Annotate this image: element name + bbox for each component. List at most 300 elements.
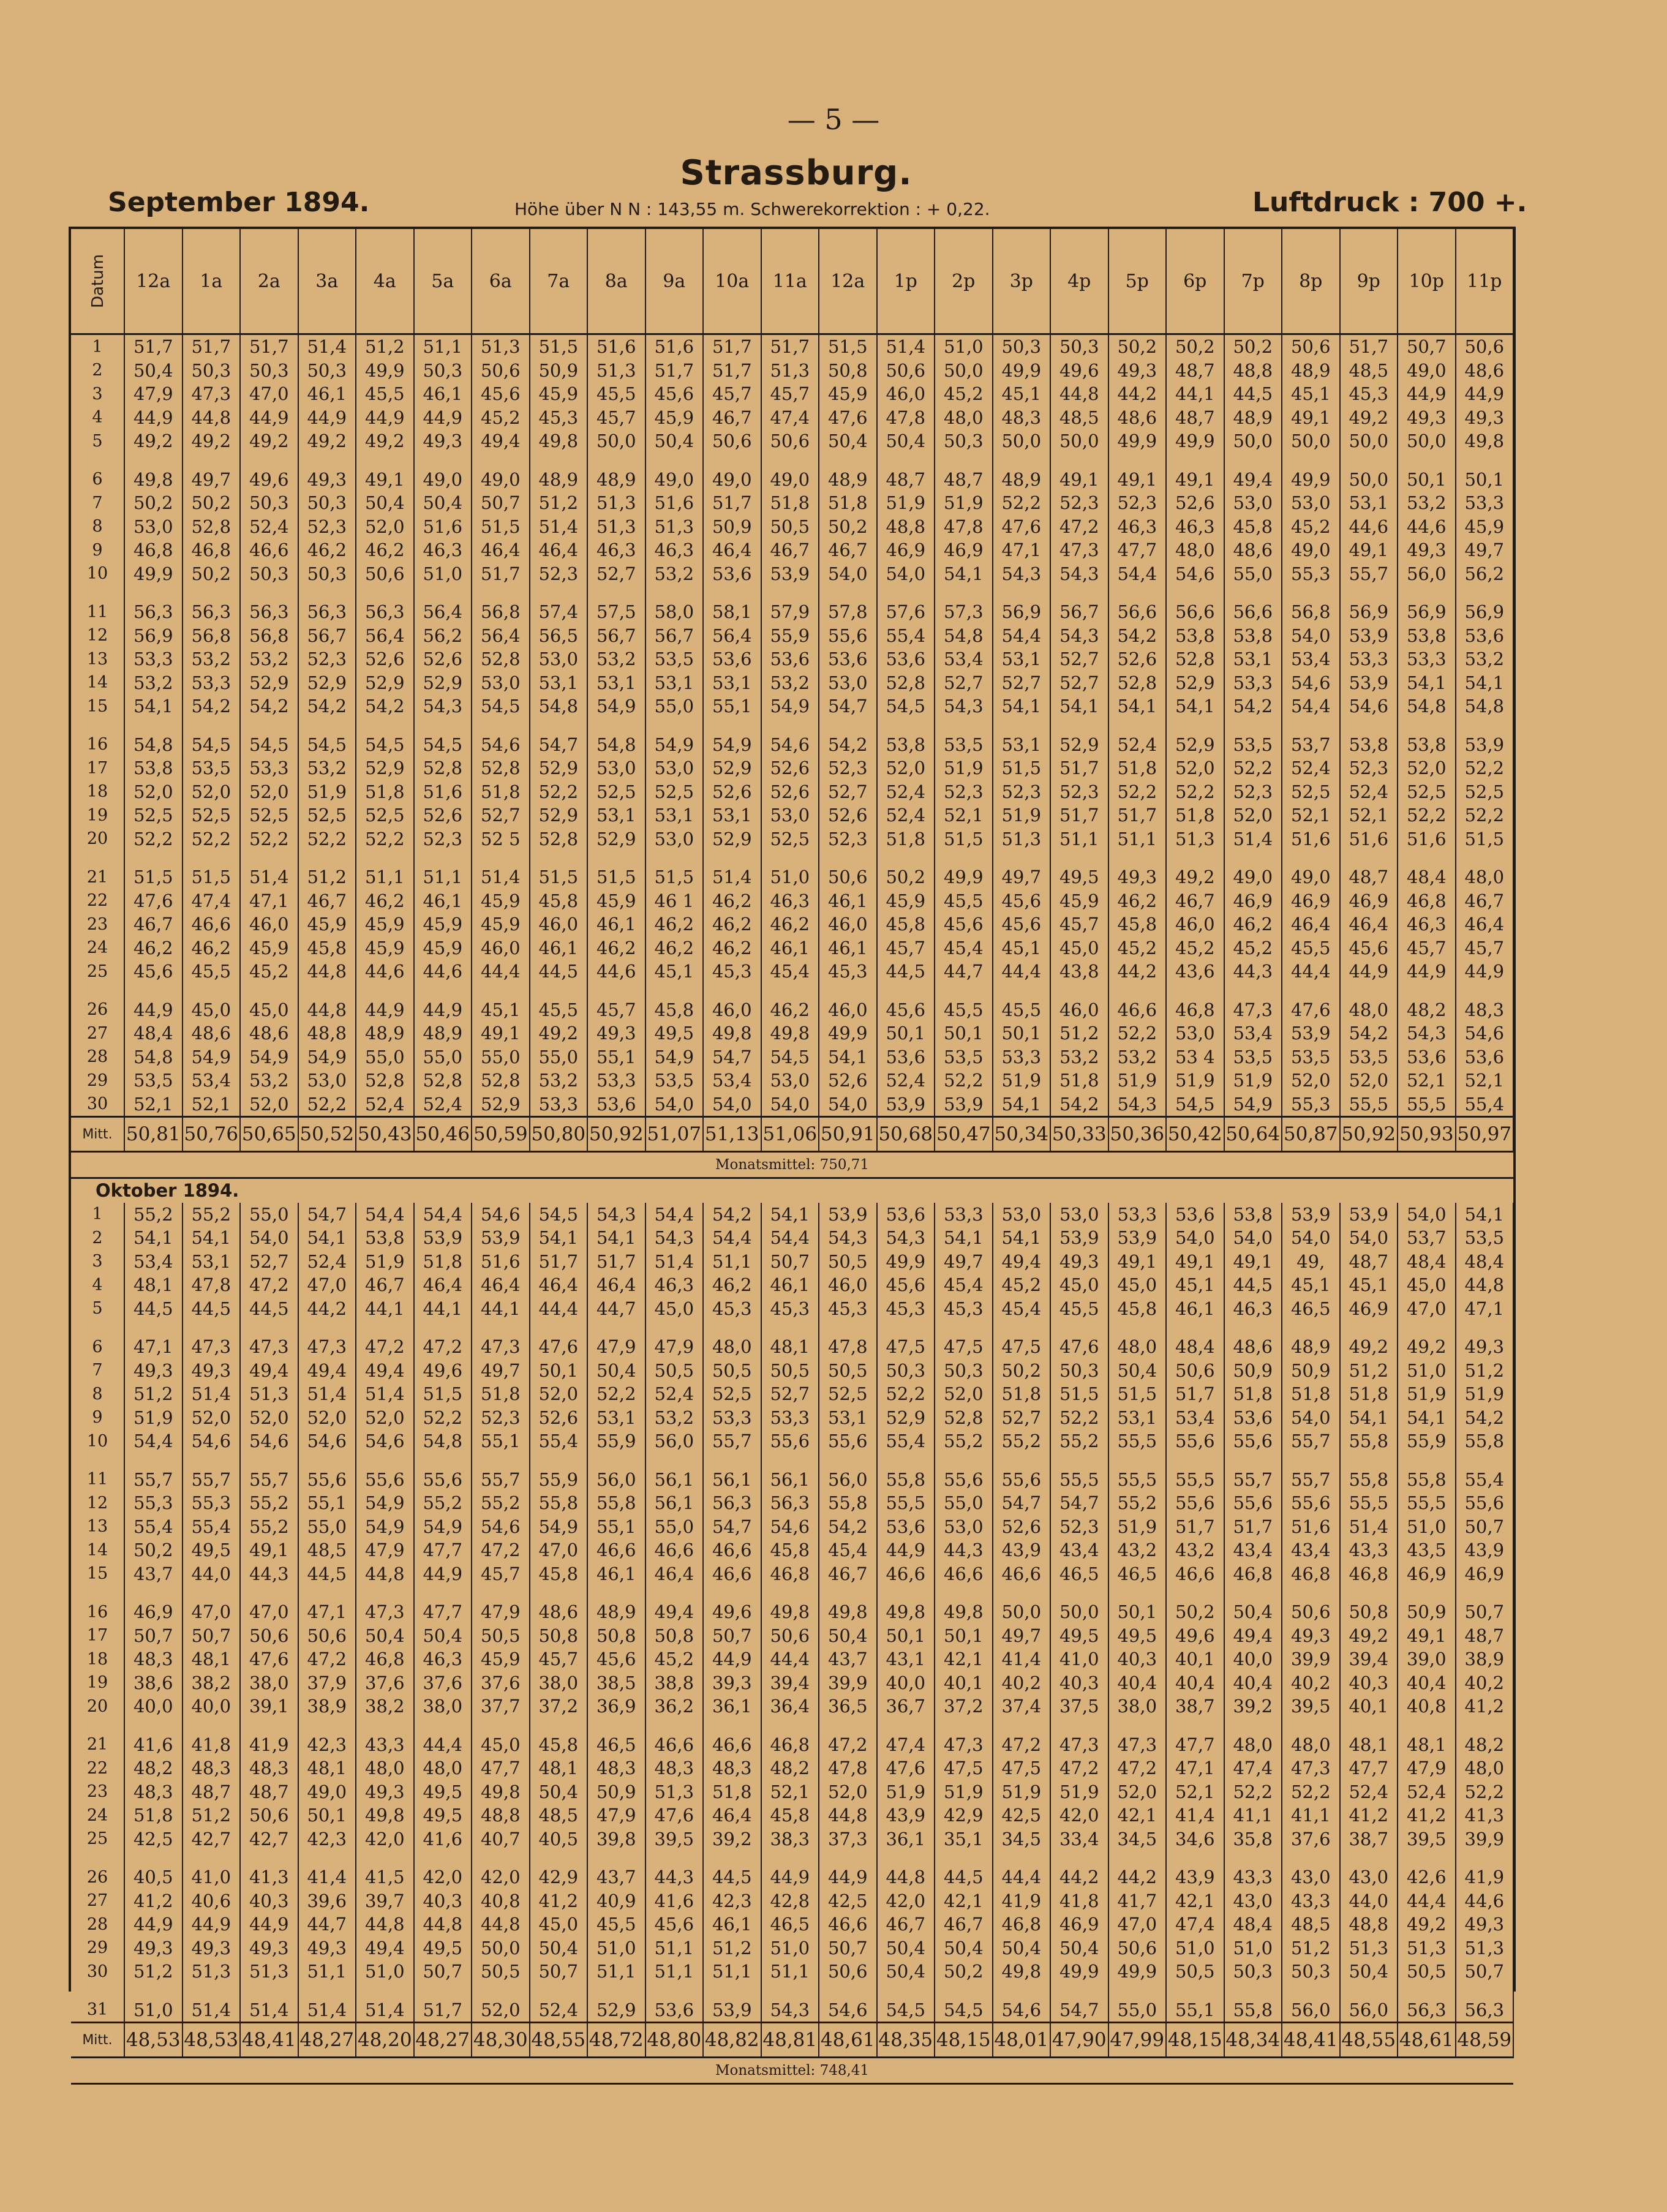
pressure-value: 54,2 — [819, 1515, 877, 1539]
day-number: 4 — [71, 1273, 124, 1297]
table-row — [71, 1045, 1513, 1069]
pressure-value: 52,9 — [703, 756, 761, 780]
gap-cell — [761, 585, 819, 600]
pressure-value: 38,0 — [240, 1671, 298, 1695]
pressure-value: 44,1 — [1166, 382, 1224, 406]
pressure-value: 38,9 — [298, 1695, 356, 1718]
gap-cell — [877, 1851, 935, 1865]
pressure-value: 48,0 — [1166, 538, 1224, 562]
pressure-value: 45,0 — [1108, 1273, 1167, 1297]
gap-cell — [472, 1851, 530, 1865]
table-row — [71, 1069, 1513, 1093]
pressure-value: 50,4 — [1050, 1936, 1108, 1960]
pressure-value: 54,5 — [877, 694, 935, 718]
gap-cell — [819, 1851, 877, 1865]
pressure-value: 46,3 — [1224, 1297, 1282, 1321]
pressure-value: 42,1 — [935, 1889, 993, 1913]
pressure-value: 52,3 — [1050, 1515, 1108, 1539]
pressure-value: 47,9 — [1398, 1756, 1456, 1780]
pressure-value: 39,5 — [645, 1827, 704, 1851]
pressure-value: 50,4 — [414, 1624, 472, 1648]
gap-cell — [298, 851, 356, 865]
pressure-value: 51,0 — [1398, 1515, 1456, 1539]
table-row — [71, 1538, 1513, 1562]
pressure-value: 50,7 — [761, 1250, 819, 1274]
pressure-value: 55,3 — [183, 1491, 241, 1515]
gap-cell — [1108, 1320, 1167, 1335]
pressure-value: 41,3 — [240, 1865, 298, 1889]
pressure-value: 51,7 — [240, 334, 298, 359]
pressure-value: 46,0 — [530, 912, 588, 936]
pressure-value: 39,1 — [240, 1695, 298, 1718]
pressure-value: 49,9 — [1108, 429, 1167, 453]
table-row — [71, 1865, 1513, 1889]
pressure-value: 53,2 — [1108, 1045, 1167, 1069]
pressure-value: 47,3 — [472, 1335, 530, 1359]
hourly-mean: 50,43 — [356, 1117, 414, 1152]
pressure-value: 46,1 — [587, 1562, 645, 1586]
gap-cell — [1340, 1851, 1398, 1865]
pressure-value: 49,4 — [645, 1600, 704, 1624]
pressure-value: 53,2 — [1050, 1045, 1108, 1069]
gap-cell — [877, 851, 935, 865]
pressure-value: 39,5 — [1398, 1827, 1456, 1851]
pressure-value: 57,6 — [877, 600, 935, 624]
pressure-value: 50,8 — [530, 1624, 588, 1648]
pressure-value: 48,9 — [530, 468, 588, 492]
pressure-value: 46,6 — [819, 1913, 877, 1936]
pressure-value: 54,0 — [1282, 1226, 1340, 1250]
pressure-value: 47,2 — [819, 1733, 877, 1757]
pressure-value: 54,6 — [993, 1998, 1051, 2023]
pressure-value: 49,9 — [1282, 468, 1340, 492]
table-row — [71, 1913, 1513, 1936]
pressure-value: 50,3 — [1050, 1359, 1108, 1383]
gap-cell — [1456, 1984, 1514, 1998]
pressure-value: 53,9 — [1340, 1203, 1398, 1227]
pressure-value: 45,7 — [1456, 936, 1514, 960]
pressure-value: 53,3 — [993, 1045, 1051, 1069]
pressure-value: 56,6 — [1224, 600, 1282, 624]
pressure-value: 48,2 — [1398, 998, 1456, 1022]
hourly-mean: 50,91 — [819, 1117, 877, 1152]
pressure-value: 42,3 — [703, 1889, 761, 1913]
pressure-value: 54,6 — [356, 1429, 414, 1453]
hour-header: 5a — [414, 229, 472, 334]
pressure-value: 35,1 — [935, 1827, 993, 1851]
pressure-value: 52,8 — [414, 1069, 472, 1093]
hourly-mean: 47,90 — [1050, 2023, 1108, 2058]
pressure-value: 46,1 — [819, 936, 877, 960]
gap-cell — [356, 718, 414, 733]
pressure-value: 56,3 — [761, 1491, 819, 1515]
pressure-value: 49,3 — [1398, 538, 1456, 562]
pressure-value: 44,9 — [124, 998, 183, 1022]
pressure-value: 47,9 — [124, 382, 183, 406]
pressure-value: 54,1 — [1456, 671, 1514, 695]
pressure-value: 56,3 — [298, 600, 356, 624]
pressure-value: 55,1 — [298, 1491, 356, 1515]
pressure-value: 48,0 — [1224, 1733, 1282, 1757]
pressure-value: 51,9 — [1398, 1382, 1456, 1406]
pressure-value: 52,9 — [1166, 733, 1224, 757]
gap-cell — [298, 585, 356, 600]
pressure-value: 52,7 — [1050, 671, 1108, 695]
pressure-value: 48,4 — [1398, 1250, 1456, 1274]
pressure-value: 47,4 — [1224, 1756, 1282, 1780]
pressure-value: 54,3 — [993, 562, 1051, 586]
pressure-value: 47,2 — [1050, 1756, 1108, 1780]
gap-cell — [645, 453, 704, 468]
pressure-value: 53,8 — [1398, 733, 1456, 757]
table-row — [71, 1382, 1513, 1406]
pressure-value: 53,5 — [935, 1045, 993, 1069]
pressure-value: 54,5 — [240, 733, 298, 757]
pressure-value: 45,7 — [703, 382, 761, 406]
pressure-value: 43,5 — [1398, 1538, 1456, 1562]
table-row — [71, 1936, 1513, 1960]
pressure-value: 41,6 — [124, 1733, 183, 1757]
day-number: 28 — [71, 1045, 124, 1069]
pressure-value: 55,5 — [1108, 1468, 1167, 1492]
pressure-value: 42,0 — [356, 1827, 414, 1851]
pressure-value: 51,0 — [587, 1936, 645, 1960]
pressure-value: 45,2 — [993, 1273, 1051, 1297]
pressure-value: 45,3 — [1340, 382, 1398, 406]
gap-cell — [414, 585, 472, 600]
pressure-value: 46,2 — [703, 912, 761, 936]
pressure-value: 40,4 — [1108, 1671, 1167, 1695]
pressure-value: 49,8 — [530, 429, 588, 453]
pressure-value: 46,7 — [819, 1562, 877, 1586]
pressure-value: 45,8 — [877, 912, 935, 936]
pressure-value: 51,3 — [587, 491, 645, 515]
pressure-value: 53,8 — [124, 756, 183, 780]
pressure-value: 56,9 — [124, 624, 183, 648]
pressure-value: 52,7 — [993, 671, 1051, 695]
pressure-value: 52,8 — [472, 1069, 530, 1093]
pressure-value: 55,0 — [414, 1045, 472, 1069]
pressure-value: 47,0 — [240, 382, 298, 406]
day-number: 25 — [71, 960, 124, 984]
pressure-value: 51,5 — [935, 827, 993, 851]
pressure-value: 47,5 — [935, 1756, 993, 1780]
pressure-value: 52,5 — [645, 780, 704, 804]
pressure-value: 53,0 — [472, 671, 530, 695]
gap-cell — [1166, 585, 1224, 600]
pressure-value: 49,2 — [1340, 1624, 1398, 1648]
pressure-value: 41,4 — [1166, 1804, 1224, 1827]
hourly-mean: 48,81 — [761, 2023, 819, 2058]
pressure-value: 48,0 — [935, 406, 993, 430]
table-row — [71, 998, 1513, 1022]
pressure-value: 51,1 — [703, 1250, 761, 1274]
pressure-value: 49,6 — [1050, 359, 1108, 383]
pressure-value: 50,6 — [240, 1804, 298, 1827]
pressure-value: 49,6 — [414, 1359, 472, 1383]
pressure-value: 49,3 — [298, 468, 356, 492]
pressure-value: 51,4 — [240, 865, 298, 889]
pressure-value: 37,7 — [472, 1695, 530, 1718]
pressure-value: 51,2 — [1050, 1021, 1108, 1045]
pressure-value: 51,7 — [124, 334, 183, 359]
gap-cell — [587, 718, 645, 733]
pressure-value: 42,6 — [1398, 1865, 1456, 1889]
pressure-value: 51,9 — [935, 756, 993, 780]
pressure-value: 51,1 — [587, 1960, 645, 1984]
pressure-value: 48,0 — [1282, 1733, 1340, 1757]
table-row — [71, 429, 1513, 453]
pressure-value: 47,2 — [298, 1647, 356, 1671]
gap-cell — [935, 851, 993, 865]
gap-cell — [240, 1718, 298, 1733]
gap-cell — [472, 1586, 530, 1600]
pressure-value: 49,2 — [240, 429, 298, 453]
pressure-value: 50,0 — [587, 429, 645, 453]
pressure-value: 53,3 — [530, 1093, 588, 1117]
pressure-value: 52,0 — [356, 515, 414, 539]
pressure-value: 48,5 — [1282, 1913, 1340, 1936]
gap-cell — [1108, 453, 1167, 468]
pressure-value: 45,6 — [877, 998, 935, 1022]
pressure-value: 52,0 — [356, 1406, 414, 1430]
pressure-value: 40,6 — [183, 1889, 241, 1913]
pressure-value: 47,0 — [1108, 1913, 1167, 1936]
pressure-value: 46,2 — [703, 889, 761, 913]
pressure-value: 45,5 — [1282, 936, 1340, 960]
pressure-value: 52,9 — [877, 1406, 935, 1430]
pressure-value: 52,6 — [761, 756, 819, 780]
pressure-value: 54,4 — [993, 624, 1051, 648]
pressure-value: 44,8 — [1050, 382, 1108, 406]
pressure-value: 50,3 — [298, 562, 356, 586]
table-row — [71, 803, 1513, 827]
pressure-value: 49,1 — [1050, 468, 1108, 492]
pressure-value: 51,7 — [530, 1250, 588, 1274]
pressure-value: 54,4 — [414, 1203, 472, 1227]
gap-cell — [761, 1320, 819, 1335]
pressure-value: 55,2 — [472, 1491, 530, 1515]
station-title: Strassburg. — [680, 153, 913, 193]
pressure-value: 46,4 — [472, 1273, 530, 1297]
pressure-value: 51,5 — [124, 865, 183, 889]
pressure-value: 46,3 — [1108, 515, 1167, 539]
september-body — [71, 334, 1513, 1178]
gap-cell — [819, 1320, 877, 1335]
pressure-value: 43,9 — [1456, 1538, 1514, 1562]
pressure-value: 49,3 — [183, 1359, 241, 1383]
pressure-value: 49,8 — [761, 1600, 819, 1624]
pressure-value: 53,9 — [1108, 1226, 1167, 1250]
pressure-value: 50,0 — [1398, 429, 1456, 453]
pressure-value: 53,2 — [124, 671, 183, 695]
hourly-mean: 48,59 — [1456, 2023, 1514, 2058]
gap-cell — [1108, 984, 1167, 998]
pressure-value: 52,1 — [1340, 803, 1398, 827]
pressure-value: 45,6 — [877, 1273, 935, 1297]
pressure-value: 51,7 — [183, 334, 241, 359]
day-number: 21 — [71, 865, 124, 889]
pressure-value: 50,4 — [1340, 1960, 1398, 1984]
pressure-value: 40,1 — [1166, 1647, 1224, 1671]
pressure-value: 42,9 — [935, 1804, 993, 1827]
pressure-value: 52,6 — [414, 647, 472, 671]
pressure-value: 53,8 — [1398, 624, 1456, 648]
pressure-value: 48,3 — [124, 1647, 183, 1671]
pressure-value: 47,7 — [414, 1600, 472, 1624]
pressure-value: 39,8 — [587, 1827, 645, 1851]
hourly-mean: 50,76 — [183, 1117, 241, 1152]
gap-cell — [761, 851, 819, 865]
pressure-value: 51,7 — [472, 562, 530, 586]
hourly-mean: 50,52 — [298, 1117, 356, 1152]
pressure-value: 44,5 — [530, 960, 588, 984]
gap-cell — [993, 1453, 1051, 1468]
pressure-value: 52,7 — [993, 1406, 1051, 1430]
pressure-value: 50,3 — [298, 491, 356, 515]
pressure-value: 51,4 — [645, 1250, 704, 1274]
gap-cell — [356, 1320, 414, 1335]
pressure-value: 52,8 — [530, 827, 588, 851]
gap-cell — [1398, 984, 1456, 998]
pressure-value: 49,2 — [530, 1021, 588, 1045]
hour-header: 12a — [124, 229, 183, 334]
pressure-value: 51,6 — [1398, 827, 1456, 851]
pressure-value: 44,6 — [356, 960, 414, 984]
pressure-value: 48,8 — [1340, 1913, 1398, 1936]
pressure-value: 49,9 — [124, 562, 183, 586]
pressure-value: 44,4 — [472, 960, 530, 984]
pressure-value: 46,4 — [1340, 912, 1398, 936]
pressure-value: 53,5 — [1340, 1045, 1398, 1069]
pressure-value: 47,6 — [645, 1804, 704, 1827]
pressure-value: 50,9 — [703, 515, 761, 539]
pressure-value: 50,3 — [414, 359, 472, 383]
pressure-value: 49,3 — [1108, 865, 1167, 889]
hourly-mean: 50,36 — [1108, 1117, 1167, 1152]
pressure-value: 50,5 — [1398, 1960, 1456, 1984]
pressure-value: 51,3 — [645, 515, 704, 539]
pressure-value: 47,4 — [761, 406, 819, 430]
pressure-value: 50,0 — [993, 1600, 1051, 1624]
pressure-value: 56,9 — [1340, 600, 1398, 624]
pressure-value: 52,2 — [1456, 1780, 1514, 1804]
pressure-value: 52,8 — [472, 647, 530, 671]
pressure-value: 54,2 — [1108, 624, 1167, 648]
pressure-value: 47,2 — [1050, 515, 1108, 539]
pressure-value: 52,8 — [935, 1406, 993, 1430]
pressure-value: 54,1 — [124, 1226, 183, 1250]
gap-cell — [703, 1984, 761, 1998]
gap-cell — [587, 1320, 645, 1335]
gap-cell — [703, 984, 761, 998]
pressure-value: 46,7 — [819, 538, 877, 562]
hourly-mean: 50,68 — [877, 1117, 935, 1152]
gap-cell — [1050, 1718, 1108, 1733]
pressure-value: 52,6 — [356, 647, 414, 671]
pressure-value: 49,2 — [1398, 1335, 1456, 1359]
pressure-value: 48,2 — [124, 1756, 183, 1780]
table-row — [71, 694, 1513, 718]
pressure-value: 49,9 — [1050, 1960, 1108, 1984]
pressure-value: 54,0 — [819, 1093, 877, 1117]
pressure-value: 54,0 — [1282, 624, 1340, 648]
pressure-value: 52,0 — [240, 1406, 298, 1430]
pressure-value: 40,8 — [472, 1889, 530, 1913]
gap-cell — [1050, 718, 1108, 733]
pressure-value: 54,3 — [1108, 1093, 1167, 1117]
pressure-value: 54,3 — [1050, 562, 1108, 586]
pressure-value: 47,4 — [183, 889, 241, 913]
gap-cell — [1108, 1851, 1167, 1865]
pressure-value: 46,9 — [124, 1600, 183, 1624]
pressure-value: 53,5 — [645, 1069, 704, 1093]
pressure-value: 54,1 — [993, 1226, 1051, 1250]
pressure-value: 45,9 — [414, 936, 472, 960]
gap-cell — [587, 1718, 645, 1733]
gap-cell — [183, 984, 241, 998]
table-row — [71, 562, 1513, 586]
pressure-value: 48,1 — [530, 1756, 588, 1780]
pressure-value: 51,8 — [124, 1804, 183, 1827]
pressure-value: 43,0 — [1282, 1865, 1340, 1889]
gap-cell — [935, 453, 993, 468]
pressure-value: 56,0 — [819, 1468, 877, 1492]
monthly-mean: Monatsmittel: 748,41 — [71, 2058, 1513, 2084]
pressure-value: 51,5 — [1456, 827, 1514, 851]
pressure-value: 55,5 — [1050, 1468, 1108, 1492]
table-row — [71, 1827, 1513, 1851]
pressure-value: 47,7 — [1166, 1733, 1224, 1757]
pressure-value: 56,8 — [240, 624, 298, 648]
pressure-value: 53,2 — [530, 1069, 588, 1093]
gap-cell — [183, 1984, 241, 1998]
pressure-value: 55,0 — [935, 1491, 993, 1515]
pressure-value: 53,9 — [1050, 1226, 1108, 1250]
gap-cell — [1398, 1320, 1456, 1335]
pressure-value: 50,5 — [761, 1359, 819, 1383]
pressure-value: 52,3 — [1340, 756, 1398, 780]
pressure-value: 48,6 — [240, 1021, 298, 1045]
pressure-value: 55,1 — [472, 1429, 530, 1453]
day-number: 2 — [71, 359, 124, 383]
pressure-value: 56,3 — [356, 600, 414, 624]
gap-cell — [1224, 1320, 1282, 1335]
pressure-value: 54,0 — [1166, 1226, 1224, 1250]
pressure-value: 54,4 — [1282, 694, 1340, 718]
gap-cell — [1050, 1586, 1108, 1600]
table-row — [71, 912, 1513, 936]
pressure-value: 52,0 — [1108, 1780, 1167, 1804]
pressure-value: 46,8 — [761, 1733, 819, 1757]
pressure-value: 52,0 — [240, 1093, 298, 1117]
pressure-value: 50,7 — [124, 1624, 183, 1648]
pressure-value: 50,2 — [124, 491, 183, 515]
gap-cell — [1224, 718, 1282, 733]
day-number: 29 — [71, 1936, 124, 1960]
pressure-value: 46,1 — [414, 889, 472, 913]
pressure-value: 45,9 — [472, 889, 530, 913]
pressure-value: 52,1 — [935, 803, 993, 827]
gap-cell — [819, 1718, 877, 1733]
table-row — [71, 671, 1513, 695]
pressure-value: 54,0 — [645, 1093, 704, 1117]
hourly-mean: 48,27 — [298, 2023, 356, 2058]
pressure-value: 52,4 — [1282, 756, 1340, 780]
pressure-value: 55,4 — [1456, 1093, 1514, 1117]
pressure-value: 52,9 — [240, 671, 298, 695]
pressure-value: 52,0 — [1166, 756, 1224, 780]
